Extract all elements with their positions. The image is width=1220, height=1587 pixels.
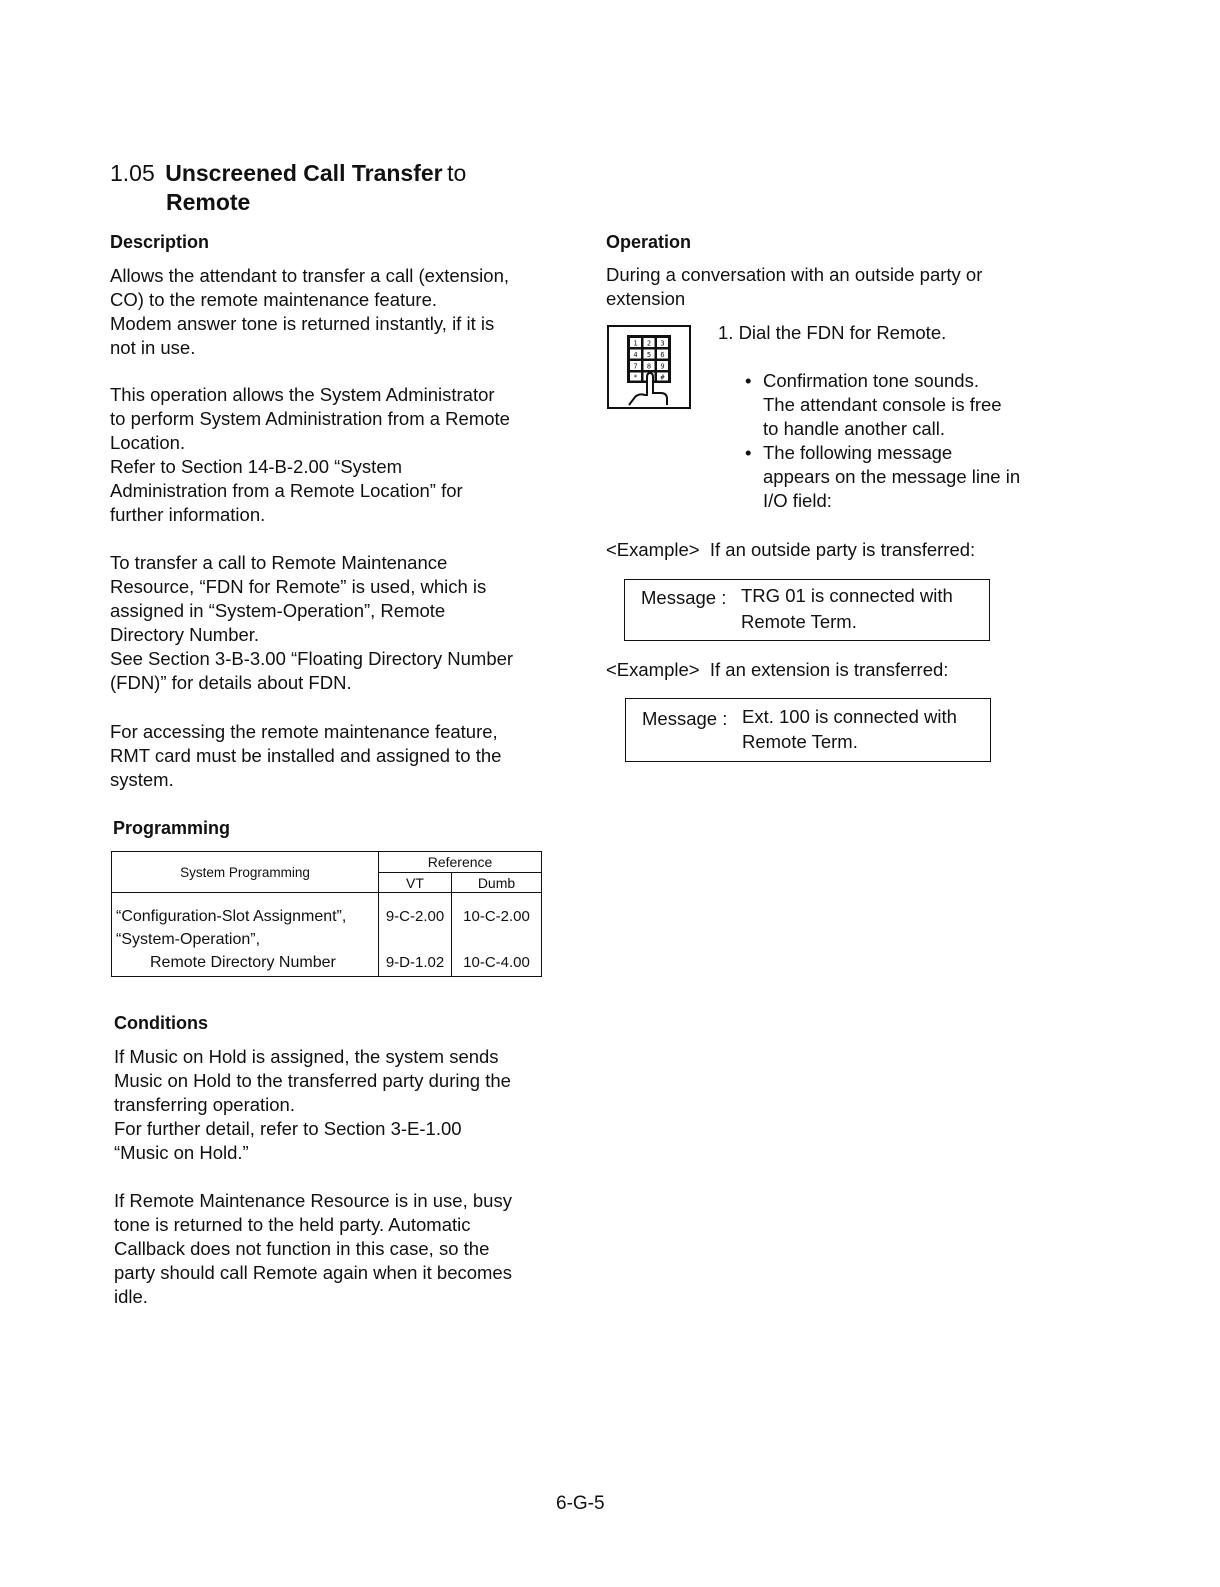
- svg-text:*: *: [633, 373, 638, 382]
- svg-text:2: 2: [646, 339, 652, 348]
- keypad-icon: [607, 325, 691, 409]
- example-1-message-line-2: Remote Term.: [741, 611, 857, 632]
- table-row: [112, 893, 542, 977]
- description-paragraph-4: For accessing the remote maintenance feature, RMT card must be installed and assigned to the system.: [110, 721, 502, 790]
- col-reference: Reference: [379, 852, 542, 873]
- operation-bullet-1: • Confirmation tone sounds. The attendant console is free to handle another call.: [763, 369, 1002, 441]
- col-dumb: Dumb: [452, 873, 542, 893]
- description-paragraph-3: To transfer a call to Remote Maintenance Resource, “FDN for Remote” is used, which is assigned in “System-Operation”, Remote Directory Number. See Section 3-B-3.00 “Floating Directory Number (FDN)” for details about FDN.: [110, 552, 514, 693]
- example-2-label: <Example> If an extension is transferred:: [606, 659, 949, 680]
- operation-heading: Operation: [606, 232, 692, 252]
- row-label-3: Remote Directory Number: [150, 954, 336, 971]
- svg-text:4: 4: [633, 351, 638, 359]
- col-vt: VT: [379, 873, 452, 893]
- example-1-label: <Example> If an outside party is transferred:: [606, 539, 976, 560]
- operation-step-1: 1. Dial the FDN for Remote.: [718, 322, 947, 343]
- ref-vt-1: 9-C-2.00: [385, 908, 445, 925]
- programming-table: [111, 851, 542, 977]
- conditions-heading: Conditions: [114, 1013, 208, 1033]
- col-system-programming: System Programming: [112, 852, 379, 893]
- section-title-to: to: [447, 160, 467, 186]
- programming-heading: Programming: [113, 818, 231, 838]
- section-title: [110, 160, 466, 187]
- svg-text:7: 7: [633, 362, 638, 371]
- operation-bullet-2: • The following message appears on the message line in I/O field:: [763, 441, 1020, 513]
- section-number: 1.05: [110, 160, 155, 186]
- svg-text:#: #: [660, 373, 665, 382]
- row-label-2: “System-Operation”,: [116, 931, 261, 948]
- section-title-line2: Remote: [166, 189, 251, 215]
- operation-intro: During a conversation with an outside party or extension: [606, 264, 983, 309]
- example-2-message-box: [625, 698, 991, 762]
- ref-dumb-2: 10-C-4.00: [463, 954, 530, 971]
- example-1-message-prefix: Message :: [641, 587, 727, 608]
- page-number: 6-G-5: [556, 1493, 605, 1514]
- description-heading: Description: [110, 232, 210, 252]
- svg-text:8: 8: [646, 362, 652, 371]
- ref-dumb-1: 10-C-2.00: [463, 908, 530, 925]
- svg-text:9: 9: [660, 362, 665, 371]
- conditions-paragraph-1: If Music on Hold is assigned, the system sends Music on Hold to the transferred party during the transferring operation. For further detail, refer to Section 3-E-1.00 “Music on Hold.”: [114, 1046, 511, 1163]
- example-1-message-line-1: TRG 01 is connected with: [741, 585, 953, 606]
- example-2-message-prefix: Message :: [642, 708, 728, 729]
- description-paragraph-2: This operation allows the System Administrator to perform System Administration from a Remote Location. Refer to Section 14-B-2.00 “System Administration from a Remote Location” for further information.: [110, 384, 510, 525]
- example-2-message-line-1: Ext. 100 is connected with: [742, 706, 957, 727]
- svg-text:1: 1: [633, 339, 638, 348]
- ref-vt-2: 9-D-1.02: [385, 954, 445, 971]
- row-label-1: “Configuration-Slot Assignment”,: [116, 908, 347, 925]
- description-paragraph-1: Allows the attendant to transfer a call (extension, CO) to the remote maintenance feature. Modem answer tone is returned instantly, if it is not in use.: [110, 265, 509, 358]
- conditions-paragraph-2: If Remote Maintenance Resource is in use, busy tone is returned to the held party. Automatic Callback does not function in this case, so the party should call Remote again when it becomes idle.: [114, 1190, 512, 1307]
- section-title-main: Unscreened Call Transfer: [165, 160, 443, 186]
- example-2-message-line-2: Remote Term.: [742, 731, 858, 752]
- example-1-message-box: [624, 579, 990, 641]
- svg-text:6: 6: [660, 351, 665, 359]
- svg-text:5: 5: [646, 351, 652, 359]
- keypad-icon-graphic: [609, 327, 689, 407]
- svg-text:3: 3: [660, 339, 665, 348]
